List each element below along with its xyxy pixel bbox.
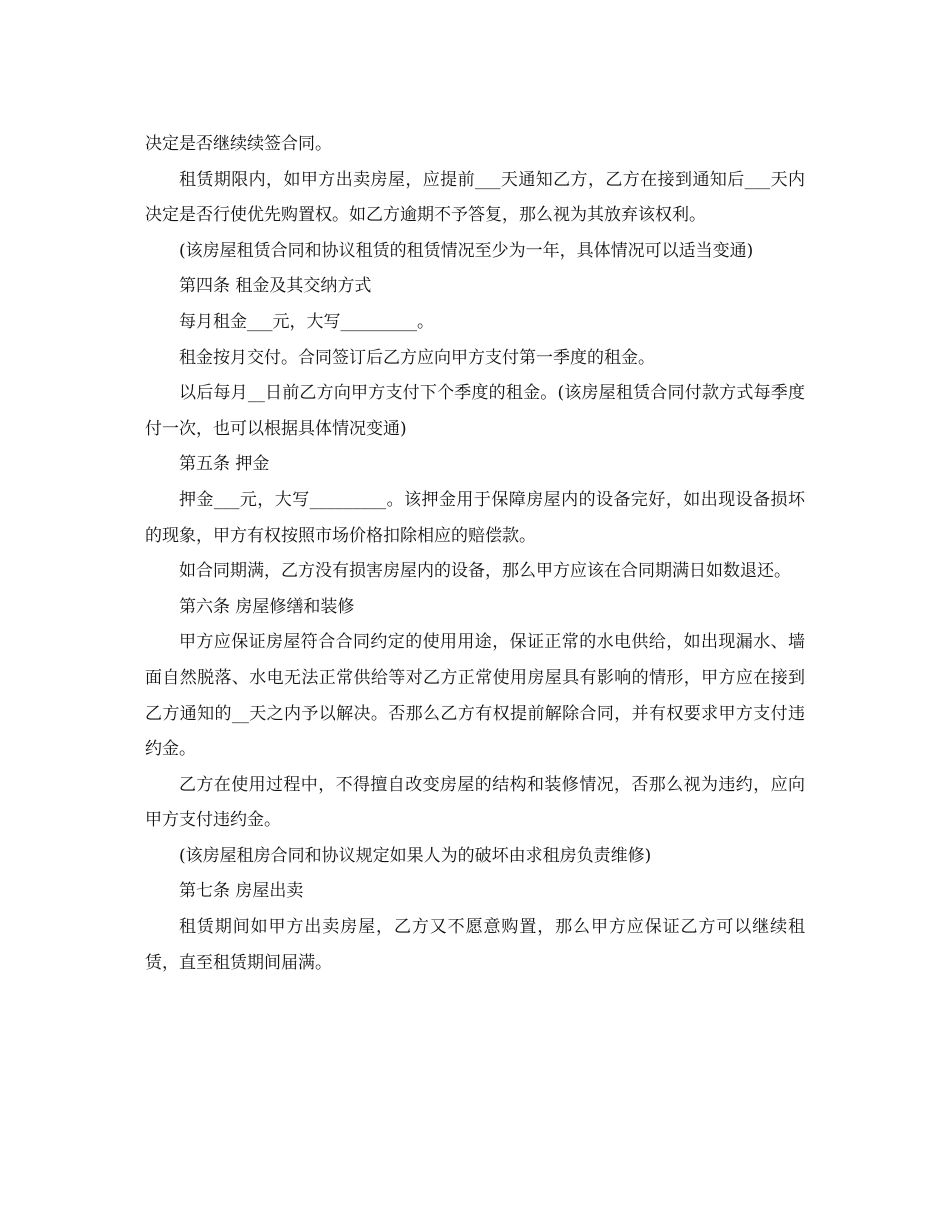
paragraph-repairs-tenant: 乙方在使用过程中，不得擅自改变房屋的结构和装修情况，否那么视为违约，应向甲方支付违约金。 <box>145 774 805 831</box>
paragraph-deposit: 押金___元，大写_________。该押金用于保障房屋内的设备完好，如出现设备损坏的现象，甲方有权按照市场价格扣除相应的赔偿款。 <box>145 489 805 546</box>
heading-article-7: 第七条 房屋出卖 <box>179 881 304 902</box>
paragraph-quarterly-payment: 以后每月__日前乙方向甲方支付下个季度的租金。(该房屋租赁合同付款方式每季度付一次，也可以根据具体情况变通) <box>145 383 805 439</box>
paragraph-repairs-landlord: 甲方应保证房屋符合合同约定的使用用途，保证正常的水电供给，如出现漏水、墙面自然脱落、水电无法正常供给等对乙方正常使用房屋具有影响的情形，甲方应在接到乙方通知的__天之内予以解决。否那么乙方有权提前解除合同，并有权要求甲方支付违约金。 <box>145 632 805 760</box>
paragraph-note-lease-term: (该房屋租赁合同和协议租赁的租赁情况至少为一年，具体情况可以适当变通) <box>179 240 754 261</box>
paragraph-monthly-rent: 每月租金___元，大写_________。 <box>179 311 434 332</box>
heading-article-5: 第五条 押金 <box>179 454 270 475</box>
paragraph-deposit-refund: 如合同期满，乙方没有损害房屋内的设备，那么甲方应该在合同期满日如数退还。 <box>179 561 791 582</box>
paragraph-continuation: 决定是否继续续签合同。 <box>145 134 332 154</box>
paragraph-sale-notice: 租赁期限内，如甲方出卖房屋，应提前___天通知乙方，乙方在接到通知后___天内决定是否行使优先购置权。如乙方逾期不予答复，那么视为其放弃该权利。 <box>145 169 805 226</box>
heading-article-4: 第四条 租金及其交纳方式 <box>179 276 372 297</box>
paragraph-house-sale: 租赁期间如甲方出卖房屋，乙方又不愿意购置，那么甲方应保证乙方可以继续租赁，直至租赁期间届满。 <box>145 917 805 973</box>
paragraph-note-repairs: (该房屋租房合同和协议规定如果人为的破坏由求租房负责维修) <box>179 845 652 866</box>
heading-article-6: 第六条 房屋修缮和装修 <box>179 596 355 617</box>
paragraph-rent-payment: 租金按月交付。合同签订后乙方应向甲方支付第一季度的租金。 <box>179 347 655 368</box>
document-body <box>145 127 805 981</box>
